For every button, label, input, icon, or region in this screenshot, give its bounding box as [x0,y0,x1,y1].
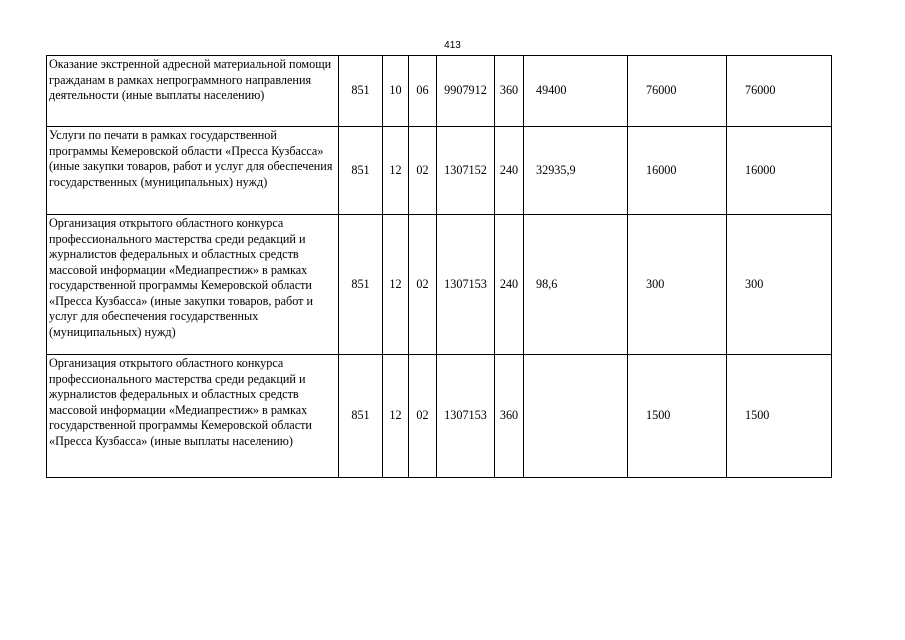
section-code: 10 [383,56,409,127]
target-article-code: 1307153 [437,215,495,355]
amount-year-3: 1500 [727,355,832,478]
table-row [47,56,832,127]
table-row [47,355,832,478]
section-code: 12 [383,215,409,355]
expense-type-code: 240 [495,127,524,215]
section-code: 12 [383,127,409,215]
expense-type-code: 240 [495,215,524,355]
ministry-code: 851 [339,56,383,127]
subsection-code: 02 [409,355,437,478]
amount-year-2: 76000 [628,56,727,127]
table-row [47,127,832,215]
target-article-code: 1307152 [437,127,495,215]
amount-year-1 [524,355,628,478]
subsection-code: 02 [409,127,437,215]
ministry-code: 851 [339,215,383,355]
ministry-code: 851 [339,355,383,478]
amount-year-1: 49400 [524,56,628,127]
amount-year-1: 32935,9 [524,127,628,215]
table-row [47,215,832,355]
row-description: Услуги по печати в рамках государственной программы Кемеровской области «Пресса Кузбасса» (иные закупки товаров, работ и услуг для обеспечения государственных (муниципальных) нужд) [47,127,339,215]
row-description: Организация открытого областного конкурса профессионального мастерства среди редакций и журналистов федеральных и областных средств массовой информации «Медиапрестиж» в рамках государственной программы Кемеровской области «Пресса Кузбасса» (иные выплаты населению) [47,355,339,478]
amount-year-3: 16000 [727,127,832,215]
row-description: Оказание экстренной адресной материальной помощи гражданам в рамках непрограммного направления деятельности (иные выплаты населению) [47,56,339,127]
section-code: 12 [383,355,409,478]
budget-table [46,55,832,478]
amount-year-1: 98,6 [524,215,628,355]
target-article-code: 9907912 [437,56,495,127]
amount-year-2: 16000 [628,127,727,215]
row-description: Организация открытого областного конкурса профессионального мастерства среди редакций и журналистов федеральных и областных средств массовой информации «Медиапрестиж» в рамках государственной программы Кемеровской области «Пресса Кузбасса» (иные закупки товаров, работ и услуг для обеспечения государственных (муниципальных) нужд) [47,215,339,355]
subsection-code: 06 [409,56,437,127]
expense-type-code: 360 [495,56,524,127]
expense-type-code: 360 [495,355,524,478]
amount-year-3: 300 [727,215,832,355]
amount-year-2: 1500 [628,355,727,478]
amount-year-2: 300 [628,215,727,355]
subsection-code: 02 [409,215,437,355]
ministry-code: 851 [339,127,383,215]
amount-year-3: 76000 [727,56,832,127]
page-number: 413 [444,40,461,51]
target-article-code: 1307153 [437,355,495,478]
